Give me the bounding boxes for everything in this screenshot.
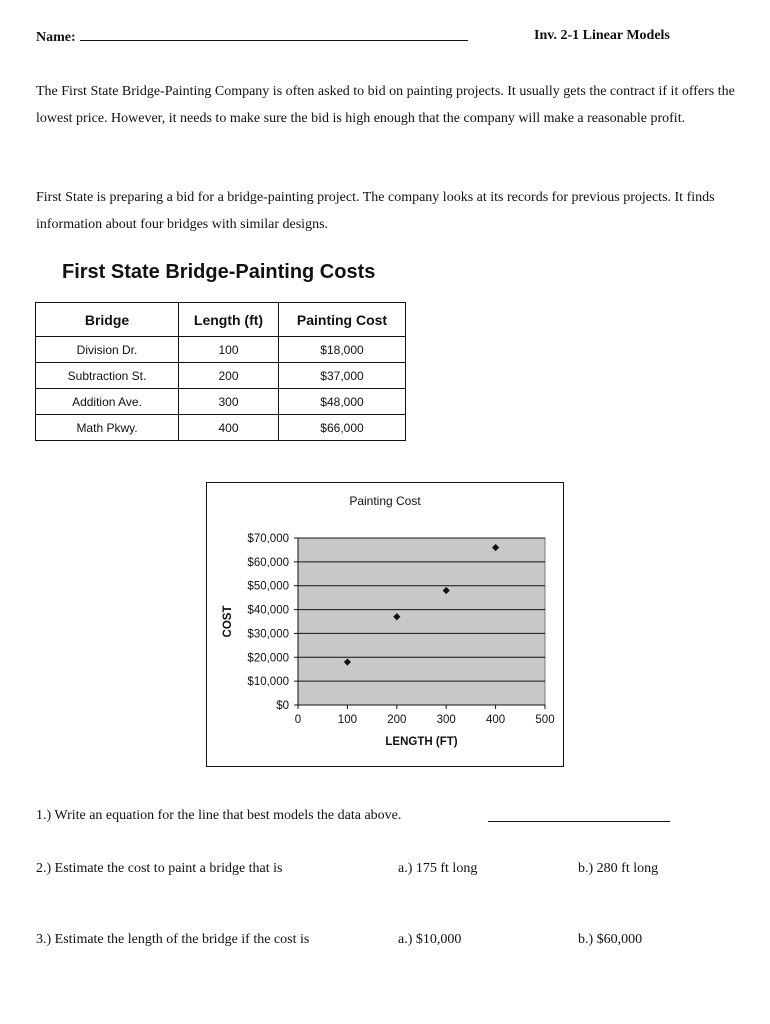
cell-cost: $48,000 — [279, 389, 406, 415]
y-tick-label: $0 — [276, 700, 289, 712]
y-tick-label: $70,000 — [247, 533, 289, 545]
cell-length: 300 — [179, 389, 279, 415]
cell-length: 100 — [179, 337, 279, 363]
x-tick-label: 100 — [337, 714, 357, 726]
question-3: 3.) Estimate the length of the bridge if the cost is — [36, 932, 310, 947]
cell-bridge: Math Pkwy. — [36, 415, 179, 441]
table-header-row — [36, 303, 406, 337]
name-field-label — [36, 28, 468, 46]
question-3b: b.) $60,000 — [578, 932, 643, 947]
table-title: First State Bridge-Painting Costs — [62, 261, 376, 283]
x-tick-label: 0 — [294, 714, 302, 726]
cell-length: 200 — [179, 363, 279, 389]
y-tick-label: $50,000 — [247, 580, 289, 593]
x-tick-label: 200 — [387, 714, 407, 726]
cell-cost: $66,000 — [279, 415, 406, 441]
y-tick-label: $30,000 — [247, 628, 289, 641]
chart-svg — [207, 483, 563, 766]
x-tick-label: 300 — [436, 714, 456, 726]
table-row — [36, 389, 406, 415]
name-blank-line[interactable] — [80, 28, 468, 41]
column-header-bridge: Bridge — [36, 303, 179, 337]
cell-bridge: Division Dr. — [36, 337, 179, 363]
table-row — [36, 415, 406, 441]
name-label: Name: — [36, 30, 76, 45]
y-tick-label: $20,000 — [247, 652, 289, 665]
cell-bridge: Addition Ave. — [36, 389, 179, 415]
question-1: 1.) Write an equation for the line that best models the data above. — [36, 808, 402, 823]
chart-title: Painting Cost — [349, 494, 421, 508]
table-row — [36, 363, 406, 389]
intro-paragraph: The First State Bridge-Painting Company is often asked to bid on painting projects. It usually gets the contract if it offers the lowest price. However, it needs to make sure the bid is high enough that the company will make a reasonable profit. — [36, 84, 735, 126]
painting-cost-chart — [206, 482, 564, 767]
x-tick-label: 500 — [535, 714, 555, 726]
table-row — [36, 337, 406, 363]
cell-cost: $18,000 — [279, 337, 406, 363]
column-header-length: Length (ft) — [179, 303, 279, 337]
x-axis-label: LENGTH (FT) — [385, 736, 458, 748]
y-axis-label: COST — [222, 605, 234, 638]
y-tick-label: $10,000 — [247, 676, 289, 689]
cell-bridge: Subtraction St. — [36, 363, 179, 389]
answer-blank-line[interactable] — [488, 821, 670, 822]
column-header-cost: Painting Cost — [279, 303, 406, 337]
plot-area — [298, 538, 545, 705]
y-tick-label: $40,000 — [247, 604, 289, 617]
question-2a: a.) 175 ft long — [398, 861, 478, 876]
y-tick-label: $60,000 — [247, 556, 289, 569]
bridge-cost-table — [35, 302, 406, 441]
context-paragraph: First State is preparing a bid for a bridge-painting project. The company looks at its records for previous projects. It finds information about four bridges with similar designs. — [36, 190, 715, 232]
cell-length: 400 — [179, 415, 279, 441]
question-3a: a.) $10,000 — [398, 932, 462, 947]
x-tick-label: 400 — [486, 714, 506, 726]
question-2b: b.) 280 ft long — [578, 861, 659, 876]
worksheet-title: Inv. 2-1 Linear Models — [534, 28, 670, 43]
cell-cost: $37,000 — [279, 363, 406, 389]
question-2: 2.) Estimate the cost to paint a bridge that is — [36, 861, 283, 876]
